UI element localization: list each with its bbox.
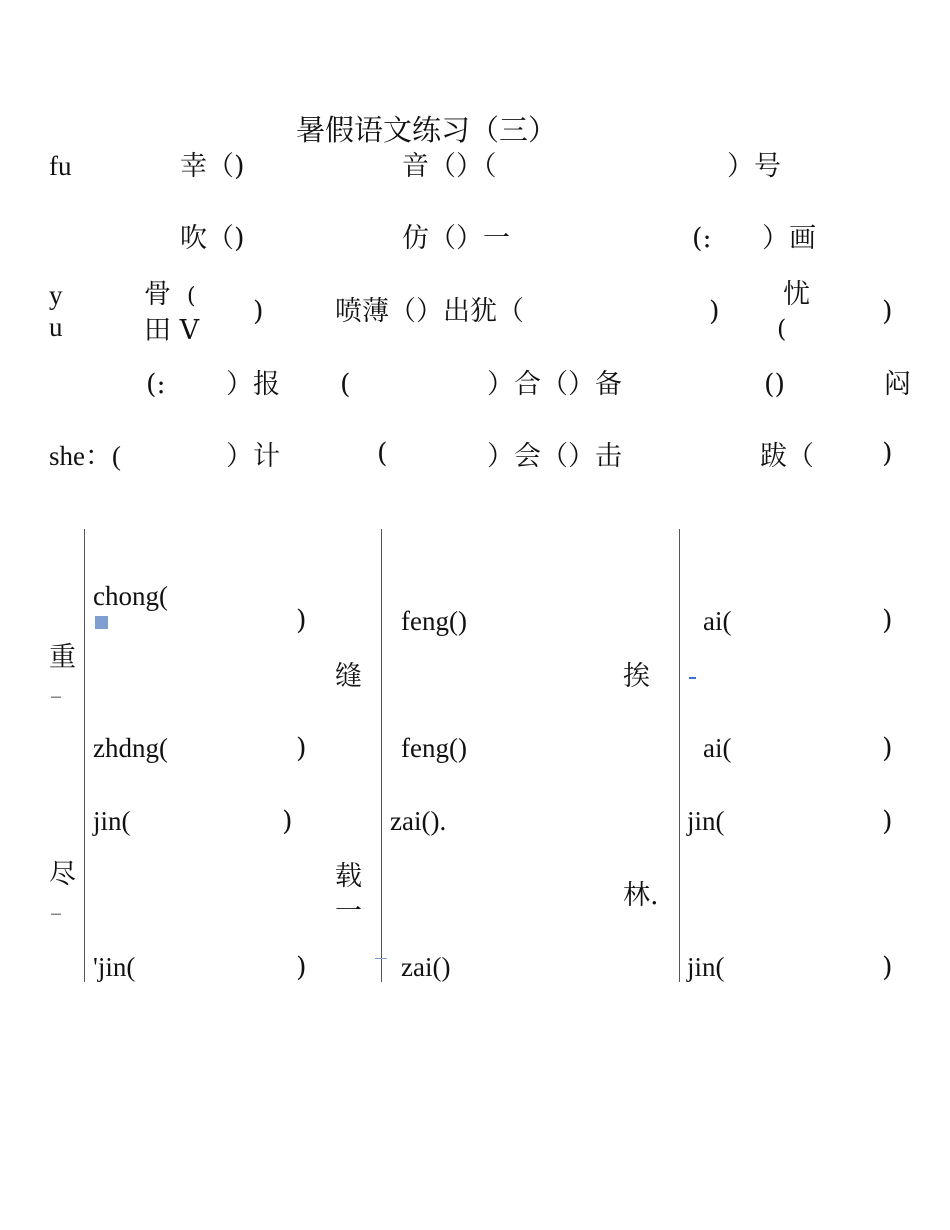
paren-small: ( xyxy=(187,284,196,309)
word-hao: ）号 xyxy=(727,151,781,182)
polyphone-char-lin: 林. xyxy=(623,880,659,911)
word-men: 闷 xyxy=(884,369,911,400)
paren-close: ) xyxy=(882,296,893,327)
paren-open: ( xyxy=(777,315,787,343)
word-hui-ji: ）会（）击 xyxy=(487,441,622,472)
word-xing: 幸（) xyxy=(180,151,245,182)
pinyin-feng-2: feng() xyxy=(401,733,467,763)
paren-close: ) xyxy=(882,952,893,983)
pinyin-y: y xyxy=(49,280,63,310)
paren-close: ) xyxy=(709,296,720,327)
pinyin-feng: feng() xyxy=(401,606,467,636)
paren-close: ) xyxy=(882,733,893,764)
blue-square-mark xyxy=(95,616,108,629)
polyphone-char-zhong: 重 xyxy=(49,642,76,673)
word-you: 忧 xyxy=(783,279,810,310)
pinyin-jin-2: 'jin( xyxy=(93,952,136,982)
word-chui: 吹（) xyxy=(180,223,245,254)
paren-close: ) xyxy=(882,605,893,636)
paren-close: ) xyxy=(253,296,264,327)
grid-rule-1 xyxy=(84,529,85,982)
word-ba: 跋（ xyxy=(760,441,814,472)
paren-close: ) xyxy=(296,952,307,983)
blank-open: (: xyxy=(692,223,712,254)
paren-close: ) xyxy=(882,438,893,469)
pinyin-zai: zai(). xyxy=(390,806,447,836)
page-title: 暑假语文练习（三） xyxy=(296,113,558,147)
pinyin-ai-2: ai( xyxy=(703,733,732,763)
pinyin-she: she：( xyxy=(49,441,121,471)
grid-rule-2 xyxy=(381,529,382,982)
underline-mark: _ xyxy=(51,891,61,915)
paren-close: ) xyxy=(882,806,893,837)
underline-mark: _ xyxy=(51,674,61,698)
word-bao: ）报 xyxy=(226,369,280,400)
pinyin-zai-2: zai() xyxy=(401,952,451,982)
polyphone-char-zai: 载 xyxy=(335,861,362,892)
blank-open: (: xyxy=(146,369,166,400)
pinyin-fu: fu xyxy=(49,151,72,181)
word-penbo-chuyou: 喷薄（）出犹（ xyxy=(335,296,524,327)
word-fang: 仿（）一 xyxy=(402,223,510,254)
blue-dash-mark xyxy=(375,958,387,959)
word-hua: ）画 xyxy=(762,223,816,254)
grid-rule-3 xyxy=(679,529,680,982)
paren-open: ( xyxy=(377,438,388,469)
paren-close: ) xyxy=(282,806,293,837)
word-yin: 音（）（ xyxy=(402,151,497,182)
paren-empty: () xyxy=(764,369,786,400)
pinyin-ai: ai( xyxy=(703,606,732,636)
pinyin-u: u xyxy=(49,312,63,342)
word-ji: ）计 xyxy=(226,441,280,472)
polyphone-char-jin: 尽 xyxy=(49,859,76,890)
paren-open: ( xyxy=(340,369,351,400)
pinyin-chong: chong( xyxy=(93,581,168,611)
word-gu: 骨 xyxy=(144,279,171,310)
paren-close: ) xyxy=(296,605,307,636)
polyphone-char-ai: 挨 xyxy=(623,661,650,692)
polyphone-char-feng: 缝 xyxy=(335,661,362,692)
pinyin-jin-4: jin( xyxy=(687,952,725,982)
word-he-bei: ）合（）备 xyxy=(487,369,622,400)
dash-mark: 一 xyxy=(335,896,362,927)
word-tian-v: 田 V xyxy=(144,315,200,346)
paren-close: ) xyxy=(296,733,307,764)
pinyin-jin: jin( xyxy=(93,806,131,836)
pinyin-jin-3: jin( xyxy=(687,806,725,836)
pinyin-zhdng: zhdng( xyxy=(93,733,168,763)
blue-dash-mark xyxy=(689,677,696,679)
